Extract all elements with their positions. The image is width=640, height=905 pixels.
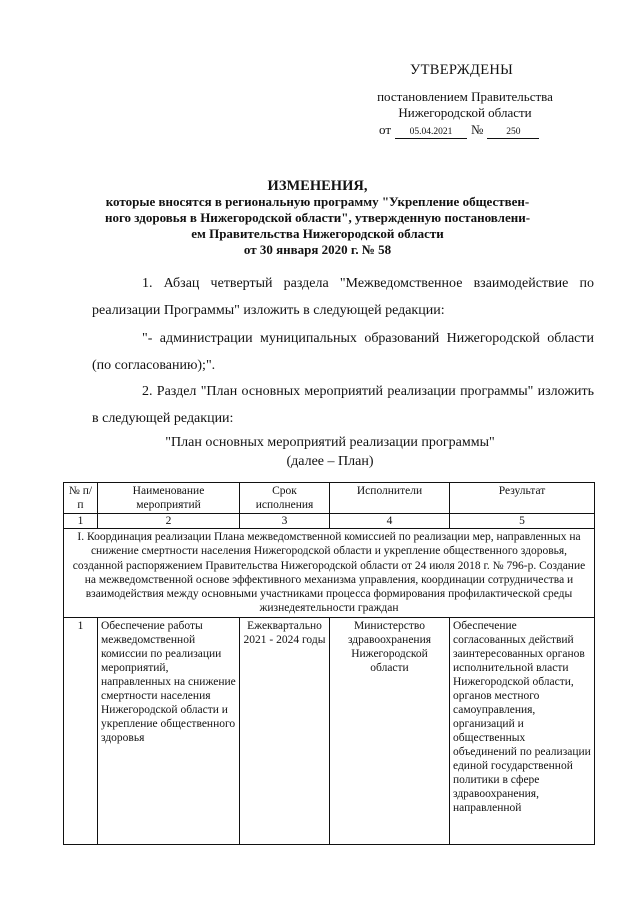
title-line-5: от 30 января 2020 г. № 58 (243, 242, 392, 257)
title-line-3: ного здоровья в Нижегородской области", утвержденную постановлени- (104, 210, 531, 225)
plan-title-line-2: (далее – План) (286, 454, 374, 469)
title-line-1: ИЗМЕНЕНИЯ, (267, 178, 368, 194)
plan-title (120, 433, 540, 471)
row-executor-cell: Министерство здравоохранения Нижегородской области (330, 617, 450, 844)
column-number-row (64, 514, 595, 529)
section-row (64, 529, 595, 618)
decree-line-1: постановлением Правительства (377, 89, 553, 104)
paragraph-1: 1. Абзац четвертый раздела "Межведомственное взаимодействие по реализации Программы" изложить в следующей редакции: (92, 276, 594, 318)
paragraph-3: 2. Раздел "План основных мероприятий реализации программы" изложить в следующей редакции: (92, 384, 594, 426)
decree-reference (360, 89, 570, 121)
table-row (64, 617, 595, 844)
column-number-cell: 3 (240, 514, 330, 529)
date-prefix: от (379, 122, 392, 137)
decree-date-line (379, 122, 539, 139)
document-title (90, 178, 545, 258)
column-number-cell: 4 (330, 514, 450, 529)
header-cell-number: № п/п (64, 483, 98, 514)
row-name-cell: Обеспечение работы межведомственной комиссии по реализации мероприятий, направленных на снижение смертности населения Нижегородской области и укрепление общественного здоровья (98, 617, 240, 844)
column-number-cell: 5 (450, 514, 595, 529)
title-line-2: которые вносятся в региональную программу "Укрепление обществен- (105, 194, 530, 209)
header-cell-result: Результат (450, 483, 595, 514)
row-number-cell: 1 (64, 617, 98, 844)
column-number-cell: 1 (64, 514, 98, 529)
approved-stamp: УТВЕРЖДЕНЫ (410, 62, 514, 78)
title-line-4: ем Правительства Нижегородской области (191, 226, 444, 241)
decree-number: 250 (487, 126, 539, 139)
decree-line-2: Нижегородской области (398, 105, 532, 120)
section-title-cell: I. Координация реализации Плана межведомственной комиссией по реализации мер, направленных на снижение смертности населения Нижегородской области и укрепление общественного здоровья, созданной распоряжением Правительства Нижегородской области от 24 июля 2018 г. № 796-р. Создание на межведомственной основе эффективного механизма управления, координации сотрудничества и взаимодействия между основными участниками процесса формирования профилактической среды жизнедеятельности граждан (64, 529, 595, 618)
plan-table (63, 482, 595, 845)
plan-title-line-1: "План основных мероприятий реализации программы" (165, 435, 495, 450)
row-result-cell: Обеспечение согласованных действий заинтересованных органов исполнительной власти Нижегородской области, органов местного самоуправления, организаций и общественных объединений по реализации единой государственной политики в сфере здравоохранения, направленной (450, 617, 595, 844)
number-sign: № (471, 122, 484, 137)
paragraph-2: "- администрации муниципальных образований Нижегородской области (по согласованию);". (92, 331, 594, 373)
column-number-cell: 2 (98, 514, 240, 529)
header-cell-term: Срок исполнения (240, 483, 330, 514)
header-cell-executor: Исполнители (330, 483, 450, 514)
decree-date: 05.04.2021 (395, 126, 467, 139)
row-term-cell: Ежеквартально 2021 - 2024 годы (240, 617, 330, 844)
header-cell-name: Наименование мероприятий (98, 483, 240, 514)
table-header-row (64, 483, 595, 514)
